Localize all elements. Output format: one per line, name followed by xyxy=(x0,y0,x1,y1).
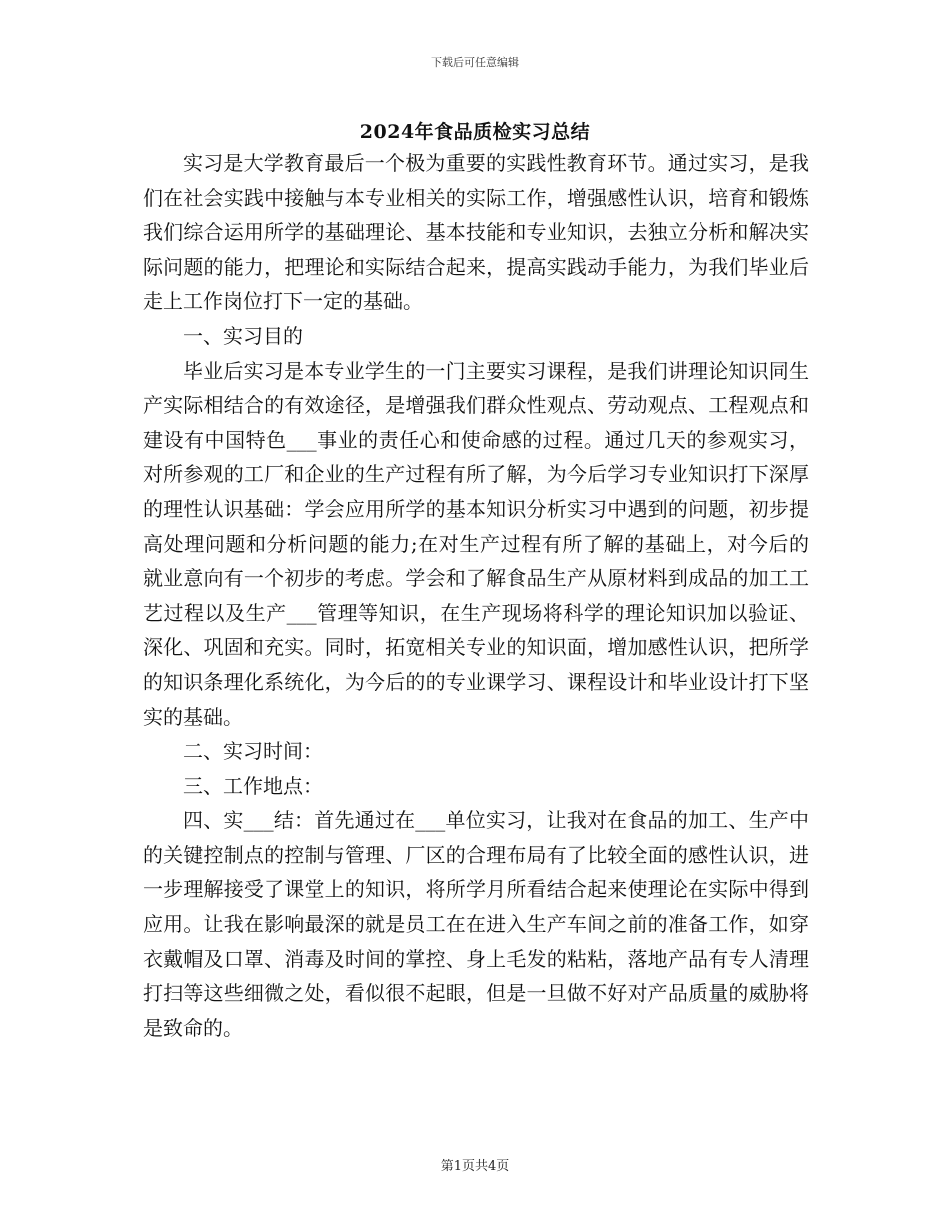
section-heading-location: 三、工作地点： xyxy=(183,773,323,798)
header-note: 下载后可任意编辑 xyxy=(431,56,519,69)
page-footer: 第1页共4页 xyxy=(440,1159,510,1174)
document-title: 2024年食品质检实习总结 xyxy=(359,121,591,143)
paragraph-purpose: 毕业后实习是本专业学生的一门主要实习课程，是我们讲理论知识同生产实际相结合的有效途径，是增强我们群众性观点、劳动观点、工程观点和建设有中国特色___事业的责任心和使命感的过程。通过几天的参观实习，对所参观的工厂和企业的生产过程有所了解，为今后学习专业知识打下深厚的理性认识基础：学会应用所学的基本知识分析实习中遇到的问题，初步提高处理问题和分析问题的能力;在对生产过程有所了解的基础上，对今后的就业意向有一个初步的考虑。学会和了解食品生产从原材料到成品的加工工艺过程以及生产___管理等知识，在生产现场将科学的理论知识加以验证、深化、巩固和充实。同时，拓宽相关专业的知识面，增加感性认识，把所学的知识条理化系统化，为今后的的专业课学习、课程设计和毕业设计打下坚实的基础。 xyxy=(143,358,809,729)
document-body xyxy=(143,146,809,1045)
paragraph-summary: 四、实___结：首先通过在___单位实习，让我对在食品的加工、生产中的关键控制点的控制与管理、厂区的合理布局有了比较全面的感性认识，进一步理解接受了课堂上的知识，将所学月所看结合起来使理论在实际中得到应用。让我在影响最深的就是员工在在进入生产车间之前的准备工作，如穿衣戴帽及口罩、消毒及时间的掌控、身上毛发的粘粘，落地产品有专人清理打扫等这些细微之处，看似很不起眼，但是一旦做不好对产品质量的威胁将是致命的。 xyxy=(143,808,809,1040)
paragraph-intro: 实习是大学教育最后一个极为重要的实践性教育环节。通过实习，是我们在社会实践中接触与本专业相关的实际工作，增强感性认识，培育和锻炼我们综合运用所学的基础理论、基本技能和专业知识，去独立分析和解决实际问题的能力，把理论和实际结合起来，提高实践动手能力，为我们毕业后走上工作岗位打下一定的基础。 xyxy=(143,151,809,314)
section-heading-time: 二、实习时间： xyxy=(183,739,323,764)
section-heading-purpose: 一、实习目的 xyxy=(183,323,303,348)
